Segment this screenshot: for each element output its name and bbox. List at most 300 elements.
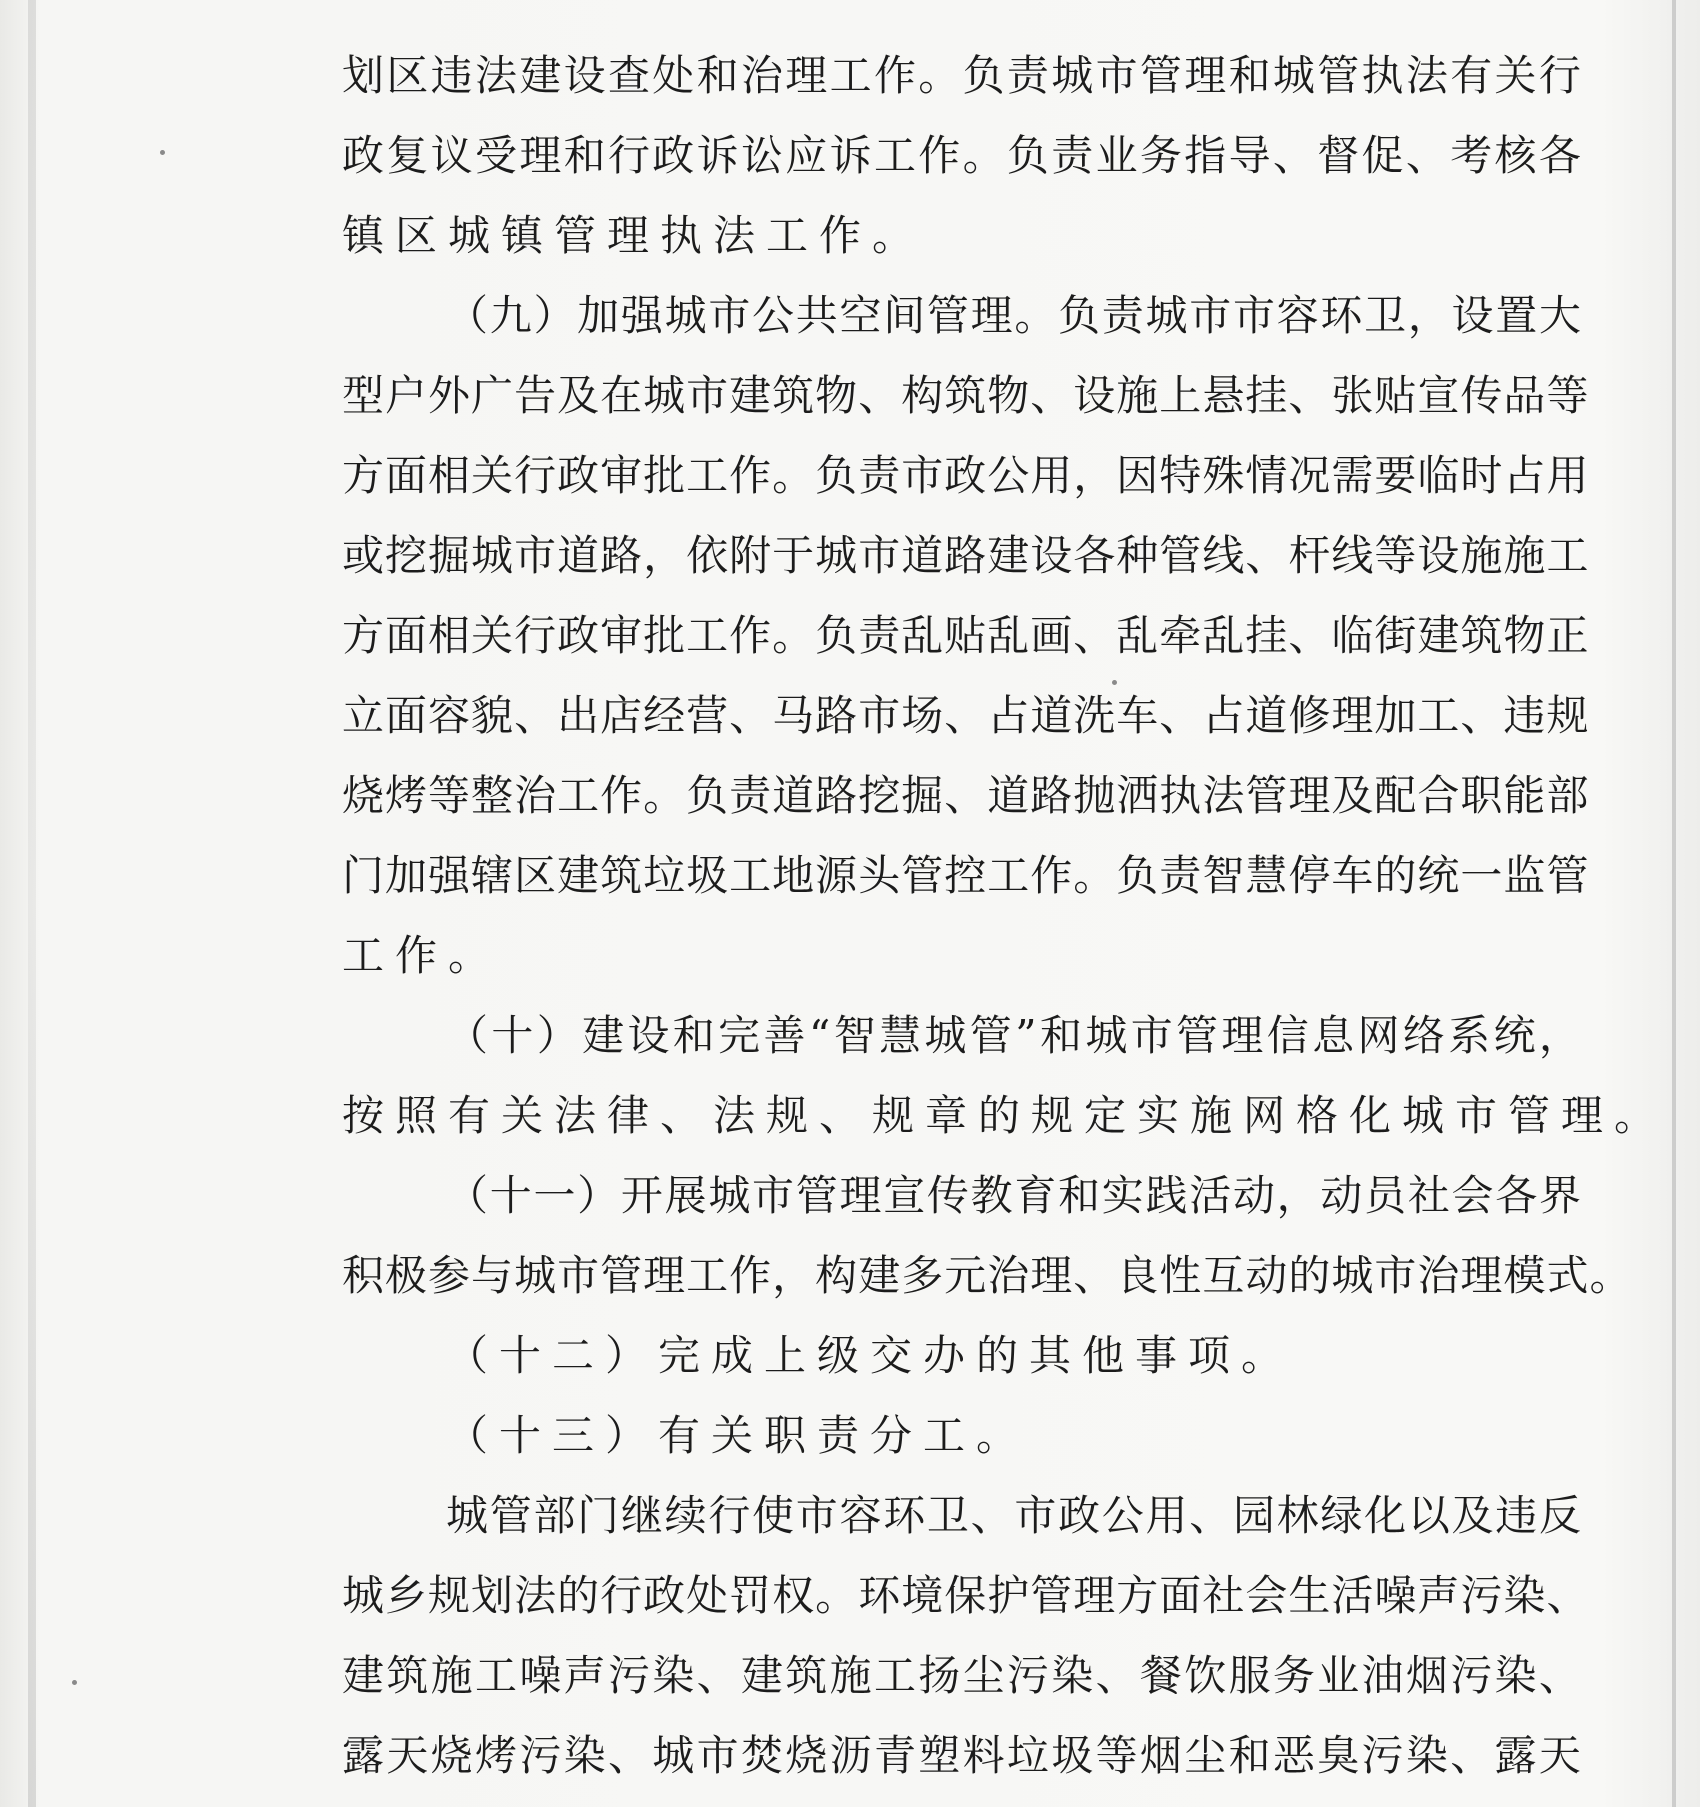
- text-char: 负: [962, 51, 1006, 100]
- text-char: 停: [1288, 851, 1332, 900]
- text-char: 开: [620, 1171, 664, 1220]
- text-char: 相: [428, 611, 472, 660]
- text-char: 物: [987, 371, 1031, 420]
- text-char: 源: [815, 851, 859, 900]
- text-line-3: 镇区城镇管理执法工作。: [342, 211, 926, 260]
- text-char: 占: [987, 691, 1031, 740]
- text-char: 沥: [829, 1731, 873, 1780]
- text-char: 城: [446, 1491, 490, 1540]
- text-char: 践: [1145, 1171, 1189, 1220]
- text-char: 用: [1030, 451, 1074, 500]
- text-line-21: [342, 1636, 1582, 1716]
- text-char: 部: [533, 1491, 577, 1540]
- text-char: 智: [1202, 851, 1246, 900]
- text-char: 责: [1159, 851, 1203, 900]
- text-char: 物: [815, 371, 859, 420]
- text-char: 作: [600, 771, 644, 820]
- text-char: 、: [514, 691, 558, 740]
- text-char: 城: [1051, 51, 1095, 100]
- text-char: 继: [620, 1491, 664, 1540]
- text-char: 行: [607, 131, 651, 180]
- text-char: 车: [1116, 691, 1160, 740]
- text-char: 共: [795, 291, 839, 340]
- text-char: 管: [600, 1251, 644, 1300]
- text-char: （: [446, 291, 490, 340]
- text-char: 特: [1159, 451, 1203, 500]
- text-char: 各: [1495, 1171, 1539, 1220]
- text-char: 行: [1538, 51, 1582, 100]
- text-char: 噪: [1374, 1571, 1418, 1620]
- text-char: 责: [858, 451, 902, 500]
- text-char: 卫: [1364, 291, 1408, 340]
- text-char: 受: [474, 131, 518, 180]
- text-line-7: [342, 516, 1590, 596]
- text-char: 悬: [1202, 371, 1246, 420]
- text-char: 政: [557, 611, 601, 660]
- text-char: 治: [740, 51, 784, 100]
- text-char: 理: [1460, 1251, 1504, 1300]
- text-char: 复: [386, 131, 430, 180]
- text-line-17: （十二）完成上级交办的其他事项。: [446, 1331, 1295, 1380]
- text-char: 治: [987, 1251, 1031, 1300]
- text-char: 传: [1460, 371, 1504, 420]
- text-char: 容: [428, 691, 472, 740]
- text-char: 画: [1030, 611, 1074, 660]
- text-char: 道: [987, 771, 1031, 820]
- text-line-10: [342, 756, 1590, 836]
- text-char: 市: [1374, 1251, 1418, 1300]
- text-line-18: （十三）有关职责分工。: [446, 1411, 1030, 1460]
- text-char: 城: [664, 291, 708, 340]
- text-char: 城: [471, 531, 515, 580]
- text-char: 染: [563, 1731, 607, 1780]
- text-char: 宣: [883, 1171, 927, 1220]
- text-char: 设: [1073, 371, 1117, 420]
- text-char: 。: [643, 771, 687, 820]
- text-char: 良: [1116, 1251, 1160, 1300]
- text-char: 施: [829, 1651, 873, 1700]
- text-char: 车: [1331, 851, 1375, 900]
- text-char: 工: [829, 51, 873, 100]
- text-char: 道: [557, 531, 601, 580]
- text-char: 实: [1101, 1171, 1145, 1220]
- text-char: 管: [1176, 1011, 1220, 1060]
- text-char: 工: [987, 851, 1031, 900]
- text-line-4: [342, 276, 1582, 356]
- text-char: 臭: [1317, 1731, 1361, 1780]
- text-char: 城: [1085, 1011, 1129, 1060]
- text-char: 地: [772, 851, 816, 900]
- text-char: 市: [752, 1171, 796, 1220]
- text-char: 工: [1546, 531, 1590, 580]
- text-char: 批: [643, 451, 687, 500]
- text-char: 管: [795, 1171, 839, 1220]
- text-char: 头: [858, 851, 902, 900]
- text-char: 积: [342, 1251, 386, 1300]
- text-char: 务: [1272, 1651, 1316, 1700]
- text-char: 市: [696, 1731, 740, 1780]
- text-char: 理: [519, 131, 563, 180]
- text-char: 管: [1030, 1571, 1074, 1620]
- text-char: 构: [815, 1251, 859, 1300]
- text-char: 宣: [1417, 371, 1461, 420]
- text-char: 。: [1589, 1251, 1633, 1300]
- text-char: 工: [686, 451, 730, 500]
- text-char: 统: [1493, 1011, 1537, 1060]
- text-char: 声: [1417, 1571, 1461, 1620]
- text-char: 城: [643, 371, 687, 420]
- text-char: 挖: [858, 771, 902, 820]
- text-char: 建: [729, 371, 773, 420]
- text-char: 辖: [471, 851, 515, 900]
- text-char: 等: [428, 771, 472, 820]
- text-char: 加: [385, 851, 429, 900]
- text-char: 完: [718, 1011, 762, 1060]
- text-char: （: [446, 1171, 490, 1220]
- text-char: 。: [772, 611, 816, 660]
- text-char: 、: [1073, 1251, 1117, 1300]
- text-char: 负: [815, 611, 859, 660]
- text-char: 噪: [519, 1651, 563, 1700]
- text-char: 挖: [385, 531, 429, 580]
- text-char: 、: [1460, 691, 1504, 740]
- text-line-6: [342, 436, 1590, 516]
- text-char: 诉: [829, 131, 873, 180]
- text-char: 空: [839, 291, 883, 340]
- text-char: 工: [686, 611, 730, 660]
- text-char: 作: [729, 611, 773, 660]
- text-char: 作: [873, 51, 917, 100]
- text-line-16: [342, 1236, 1633, 1316]
- text-char: 会: [1245, 1571, 1289, 1620]
- text-char: 信: [1266, 1011, 1310, 1060]
- text-char: 责: [1006, 51, 1050, 100]
- text-char: 乱: [1202, 611, 1246, 660]
- text-char: 建: [519, 51, 563, 100]
- text-char: 传: [926, 1171, 970, 1220]
- text-char: 焚: [740, 1731, 784, 1780]
- text-char: 模: [1503, 1251, 1547, 1300]
- text-char: 。: [1014, 291, 1058, 340]
- text-char: 掘: [428, 531, 472, 580]
- text-char: 管: [1245, 771, 1289, 820]
- text-char: 城: [815, 531, 859, 580]
- text-char: 性: [1159, 1251, 1203, 1300]
- text-char: 市: [858, 531, 902, 580]
- text-char: 以: [1407, 1491, 1451, 1540]
- text-char: 、: [1538, 1651, 1582, 1700]
- text-char: ，: [1538, 1011, 1582, 1060]
- text-char: ，: [1407, 291, 1451, 340]
- text-char: 理: [839, 1171, 883, 1220]
- text-char: 合: [1417, 771, 1461, 820]
- text-char: 绿: [1320, 1491, 1364, 1540]
- text-char: 生: [1288, 1571, 1332, 1620]
- text-char: 批: [643, 611, 687, 660]
- text-char: 间: [883, 291, 927, 340]
- text-char: 十: [491, 1011, 535, 1060]
- text-char: 施: [1503, 531, 1547, 580]
- text-char: 况: [1288, 451, 1332, 500]
- text-char: 整: [471, 771, 515, 820]
- text-char: 划: [342, 51, 386, 100]
- text-char: 法: [474, 51, 518, 100]
- text-char: 乡: [385, 1571, 429, 1620]
- text-char: 、: [1095, 1651, 1139, 1700]
- text-char: 理: [1288, 771, 1332, 820]
- text-char: 外: [428, 371, 472, 420]
- text-char: 负: [1058, 291, 1102, 340]
- text-char: 市: [514, 531, 558, 580]
- text-char: 临: [1331, 611, 1375, 660]
- text-char: 料: [962, 1731, 1006, 1780]
- text-char: 设: [1030, 531, 1074, 580]
- text-char: 建: [582, 1011, 626, 1060]
- text-char: 露: [342, 1731, 386, 1780]
- text-char: 烧: [430, 1731, 474, 1780]
- text-char: 路: [1030, 771, 1074, 820]
- text-char: 污: [1450, 1651, 1494, 1700]
- text-char: 极: [385, 1251, 429, 1300]
- text-char: 市: [708, 291, 752, 340]
- text-char: 违: [430, 51, 474, 100]
- text-char: 理: [1184, 51, 1228, 100]
- text-char: 理: [970, 291, 1014, 340]
- text-char: 筑: [772, 371, 816, 420]
- text-char: 法: [514, 1571, 558, 1620]
- text-char: 工: [474, 1651, 518, 1700]
- text-char: 加: [577, 291, 621, 340]
- text-char: 负: [1116, 851, 1160, 900]
- text-char: 掘: [901, 771, 945, 820]
- text-char: 规: [1546, 691, 1590, 740]
- text-char: 法: [1405, 51, 1449, 100]
- text-char: 、: [729, 691, 773, 740]
- text-char: 出: [557, 691, 601, 740]
- text-char: 执: [1159, 771, 1203, 820]
- text-char: 扬: [918, 1651, 962, 1700]
- text-char: 查: [607, 51, 651, 100]
- text-char: 城: [708, 1171, 752, 1220]
- text-char: 、: [858, 371, 902, 420]
- text-char: 等: [1095, 1731, 1139, 1780]
- text-char: 展: [664, 1171, 708, 1220]
- text-char: 时: [1460, 451, 1504, 500]
- text-char: 、: [1159, 691, 1203, 740]
- text-char: 园: [1232, 1491, 1276, 1540]
- text-char: 参: [428, 1251, 472, 1300]
- text-char: 城: [1331, 1251, 1375, 1300]
- text-char: 建: [557, 851, 601, 900]
- text-char: 的: [557, 1571, 601, 1620]
- text-char: 油: [1361, 1651, 1405, 1700]
- text-char: 、: [1073, 611, 1117, 660]
- text-char: 护: [987, 1571, 1031, 1620]
- text-char: 违: [1495, 1491, 1539, 1540]
- text-char: ，: [1073, 451, 1117, 500]
- text-char: 、: [1405, 131, 1449, 180]
- text-char: 行: [514, 611, 558, 660]
- text-char: 和: [672, 1011, 716, 1060]
- text-char: 员: [1364, 1171, 1408, 1220]
- text-char: 天: [386, 1731, 430, 1780]
- text-line-15: [342, 1156, 1582, 1236]
- text-line-1: [342, 36, 1582, 116]
- text-char: 教: [970, 1171, 1014, 1220]
- text-char: 种: [1116, 531, 1160, 580]
- text-char: 线: [1331, 531, 1375, 580]
- text-char: 卫: [926, 1491, 970, 1540]
- text-char: 、: [1272, 131, 1316, 180]
- text-char: 作: [1030, 851, 1074, 900]
- text-char: 关: [471, 451, 515, 500]
- text-char: 建: [342, 1651, 386, 1700]
- text-char: 审: [600, 611, 644, 660]
- text-char: 烟: [1139, 1731, 1183, 1780]
- text-char: 染: [652, 1651, 696, 1700]
- text-char: 公: [987, 451, 1031, 500]
- text-char: 理: [1073, 1571, 1117, 1620]
- text-char: 露: [1494, 1731, 1538, 1780]
- text-char: 建: [740, 1651, 784, 1700]
- text-char: 法: [1202, 771, 1246, 820]
- text-char: 理: [1331, 691, 1375, 740]
- text-char: 理: [1221, 1011, 1265, 1060]
- text-char: 设: [627, 1011, 671, 1060]
- text-char: 市: [901, 451, 945, 500]
- text-char: 路: [600, 531, 644, 580]
- text-char: 和: [1039, 1011, 1083, 1060]
- text-char: 方: [342, 611, 386, 660]
- text-char: 面: [385, 611, 429, 660]
- text-char: 各: [1538, 131, 1582, 180]
- text-char: 容: [1276, 291, 1320, 340]
- text-char: 筑: [386, 1651, 430, 1700]
- text-char: 餐: [1139, 1651, 1183, 1700]
- text-char: 及: [1331, 771, 1375, 820]
- text-char: 督: [1317, 131, 1361, 180]
- text-char: 强: [620, 291, 664, 340]
- text-char: 道: [1245, 691, 1289, 740]
- text-char: 。: [815, 1571, 859, 1620]
- text-char: 型: [342, 371, 386, 420]
- text-char: 污: [519, 1731, 563, 1780]
- text-char: 路: [944, 531, 988, 580]
- text-char: 圾: [686, 851, 730, 900]
- text-char: 职: [1460, 771, 1504, 820]
- text-char: 管: [901, 851, 945, 900]
- text-char: 社: [1407, 1171, 1451, 1220]
- text-char: 在: [600, 371, 644, 420]
- text-char: 于: [772, 531, 816, 580]
- text-char: 作: [918, 131, 962, 180]
- text-char: 正: [1546, 611, 1590, 660]
- page-right-edge-shadow: [1672, 0, 1676, 1807]
- text-char: 路: [815, 771, 859, 820]
- text-line-9: [342, 676, 1590, 756]
- text-char: 和: [1228, 1731, 1272, 1780]
- text-char: 能: [1503, 771, 1547, 820]
- text-char: 门: [577, 1491, 621, 1540]
- text-char: 工: [873, 1651, 917, 1700]
- text-char: 工: [686, 1251, 730, 1300]
- text-char: 会: [1451, 1171, 1495, 1220]
- text-char: 挂: [1245, 371, 1289, 420]
- text-char: 建: [987, 531, 1031, 580]
- text-char: 善: [763, 1011, 807, 1060]
- text-char: 上: [1159, 371, 1203, 420]
- text-line-22: [342, 1716, 1582, 1796]
- text-char: 关: [471, 611, 515, 660]
- text-char: 诉: [696, 131, 740, 180]
- text-char: 尘: [962, 1651, 1006, 1700]
- text-char: 保: [944, 1571, 988, 1620]
- text-char: 政: [342, 131, 386, 180]
- text-char: 续: [664, 1491, 708, 1540]
- text-char: 负: [686, 771, 730, 820]
- text-char: 声: [563, 1651, 607, 1700]
- text-char: ”: [1015, 1011, 1038, 1060]
- text-char: 、: [1030, 371, 1074, 420]
- text-char: 控: [944, 851, 988, 900]
- text-char: 市: [557, 1251, 601, 1300]
- text-char: 告: [514, 371, 558, 420]
- text-char: 治: [1417, 1251, 1461, 1300]
- text-char: 林: [1276, 1491, 1320, 1540]
- text-line-19: [342, 1476, 1582, 1556]
- text-char: 反: [1538, 1491, 1582, 1540]
- text-char: 乱: [901, 611, 945, 660]
- text-char: 殊: [1202, 451, 1246, 500]
- text-char: 市: [858, 691, 902, 740]
- text-char: 抛: [1073, 771, 1117, 820]
- text-char: 一: [533, 1171, 577, 1220]
- text-char: 面: [385, 691, 429, 740]
- text-char: 市: [1130, 1011, 1174, 1060]
- text-char: 、: [1288, 371, 1332, 420]
- text-char: 用: [1546, 451, 1590, 500]
- text-char: 社: [1202, 1571, 1246, 1620]
- text-char: 市: [1014, 1491, 1058, 1540]
- text-char: 九: [489, 291, 533, 340]
- text-char: 强: [428, 851, 472, 900]
- text-char: 等: [1374, 531, 1418, 580]
- text-char: 大: [1538, 291, 1582, 340]
- text-char: 境: [901, 1571, 945, 1620]
- text-char: 多: [901, 1251, 945, 1300]
- text-char: 监: [1503, 851, 1547, 900]
- text-char: 市: [1232, 291, 1276, 340]
- text-char: 罚: [729, 1571, 773, 1620]
- text-char: 管: [1139, 51, 1183, 100]
- text-char: 城: [514, 1251, 558, 1300]
- text-char: 公: [752, 291, 796, 340]
- text-char: 门: [342, 851, 386, 900]
- text-char: 城: [1145, 291, 1189, 340]
- text-char: ，: [772, 1251, 816, 1300]
- text-char: 负: [815, 451, 859, 500]
- text-char: 道: [901, 531, 945, 580]
- text-char: 杆: [1288, 531, 1332, 580]
- text-char: 作: [729, 1251, 773, 1300]
- text-char: 负: [1006, 131, 1050, 180]
- text-char: 场: [901, 691, 945, 740]
- text-char: 要: [1374, 451, 1418, 500]
- text-char: 责: [1101, 291, 1145, 340]
- text-char: 化: [1364, 1491, 1408, 1540]
- text-char: 育: [1014, 1171, 1058, 1220]
- text-char: 乱: [987, 611, 1031, 660]
